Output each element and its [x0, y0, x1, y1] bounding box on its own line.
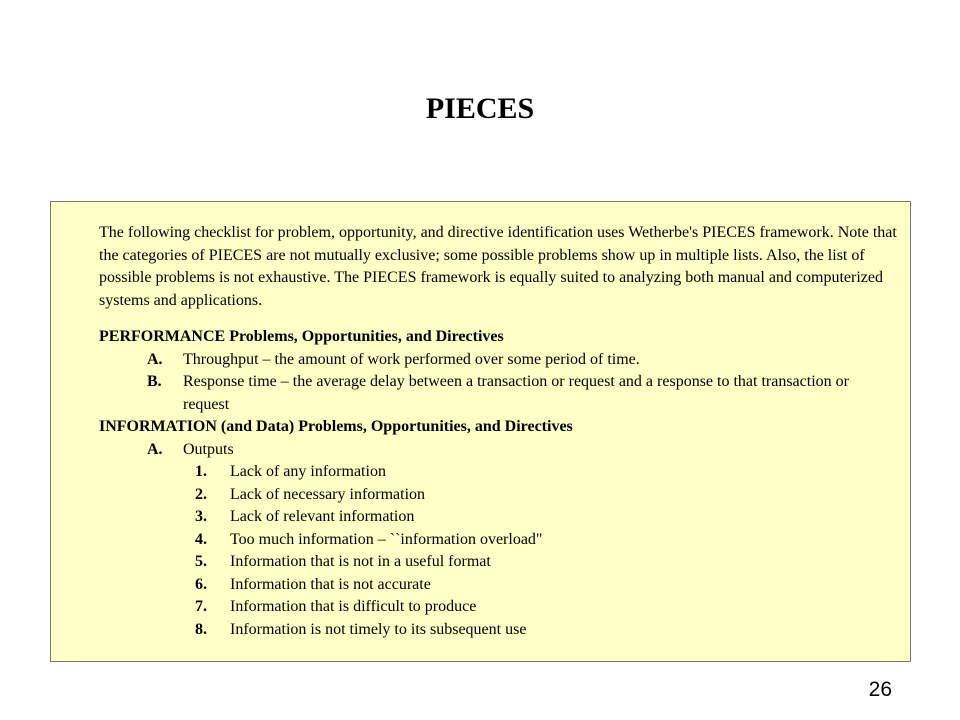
subitem-number: 8. — [195, 620, 207, 638]
page-number: 26 — [868, 678, 892, 701]
subitem-number: 6. — [195, 575, 207, 593]
information-subitem-8 — [99, 619, 899, 642]
subitem-number: 1. — [195, 463, 207, 480]
item-text: Throughput – the amount of work performed over some period of time. — [183, 350, 640, 368]
information-subitem-1 — [99, 461, 899, 484]
subitem-number: 4. — [195, 530, 207, 548]
item-number: A. — [147, 350, 163, 368]
item-text: Outputs — [183, 440, 234, 458]
information-subitem-7 — [99, 596, 899, 619]
performance-heading: PERFORMANCE Problems, Opportunities, and Directives — [99, 328, 504, 345]
intro-paragraph: The following checklist for problem, opportunity, and directive identification uses Wetherbe's PIECES framework. Note that the categories of PIECES are not mutually exclusive; some possible problems show up in multiple lists. Also, the list of possible problems is not exhaustive. The PIECES framework is equally suited to analyzing both manual and computerized systems and applications. — [99, 224, 897, 309]
subitem-text: Information that is not in a useful format — [230, 553, 491, 570]
performance-item-b — [99, 371, 899, 416]
subitem-number: 7. — [195, 598, 207, 615]
information-subitem-5 — [99, 551, 899, 574]
item-number: A. — [147, 440, 163, 458]
information-subitem-3 — [99, 506, 899, 529]
subitem-number: 3. — [195, 508, 207, 525]
subitem-number: 2. — [195, 485, 207, 503]
performance-item-a — [99, 349, 899, 372]
page-title: PIECES — [425, 92, 535, 125]
information-subitem-2 — [99, 484, 899, 507]
checklist-content — [99, 222, 899, 641]
item-number: B. — [147, 373, 162, 390]
subitem-text: Lack of relevant information — [230, 508, 415, 525]
subitem-text: Information that is not accurate — [230, 575, 431, 593]
subitem-text: Too much information – ``information overload" — [230, 530, 543, 548]
item-text: Response time – the average delay between a transaction or request and a response to that transaction or request — [183, 373, 849, 413]
subitem-number: 5. — [195, 553, 207, 570]
information-subitem-4 — [99, 529, 899, 552]
information-heading: INFORMATION (and Data) Problems, Opportunities, and Directives — [99, 418, 573, 435]
information-subitem-6 — [99, 574, 899, 597]
subitem-text: Lack of necessary information — [230, 485, 426, 503]
checklist-box — [50, 201, 911, 662]
subitem-text: Lack of any information — [230, 463, 386, 480]
subitem-text: Information that is difficult to produce — [230, 598, 477, 615]
subitem-text: Information is not timely to its subsequent use — [230, 620, 527, 638]
information-item-a — [99, 439, 899, 462]
